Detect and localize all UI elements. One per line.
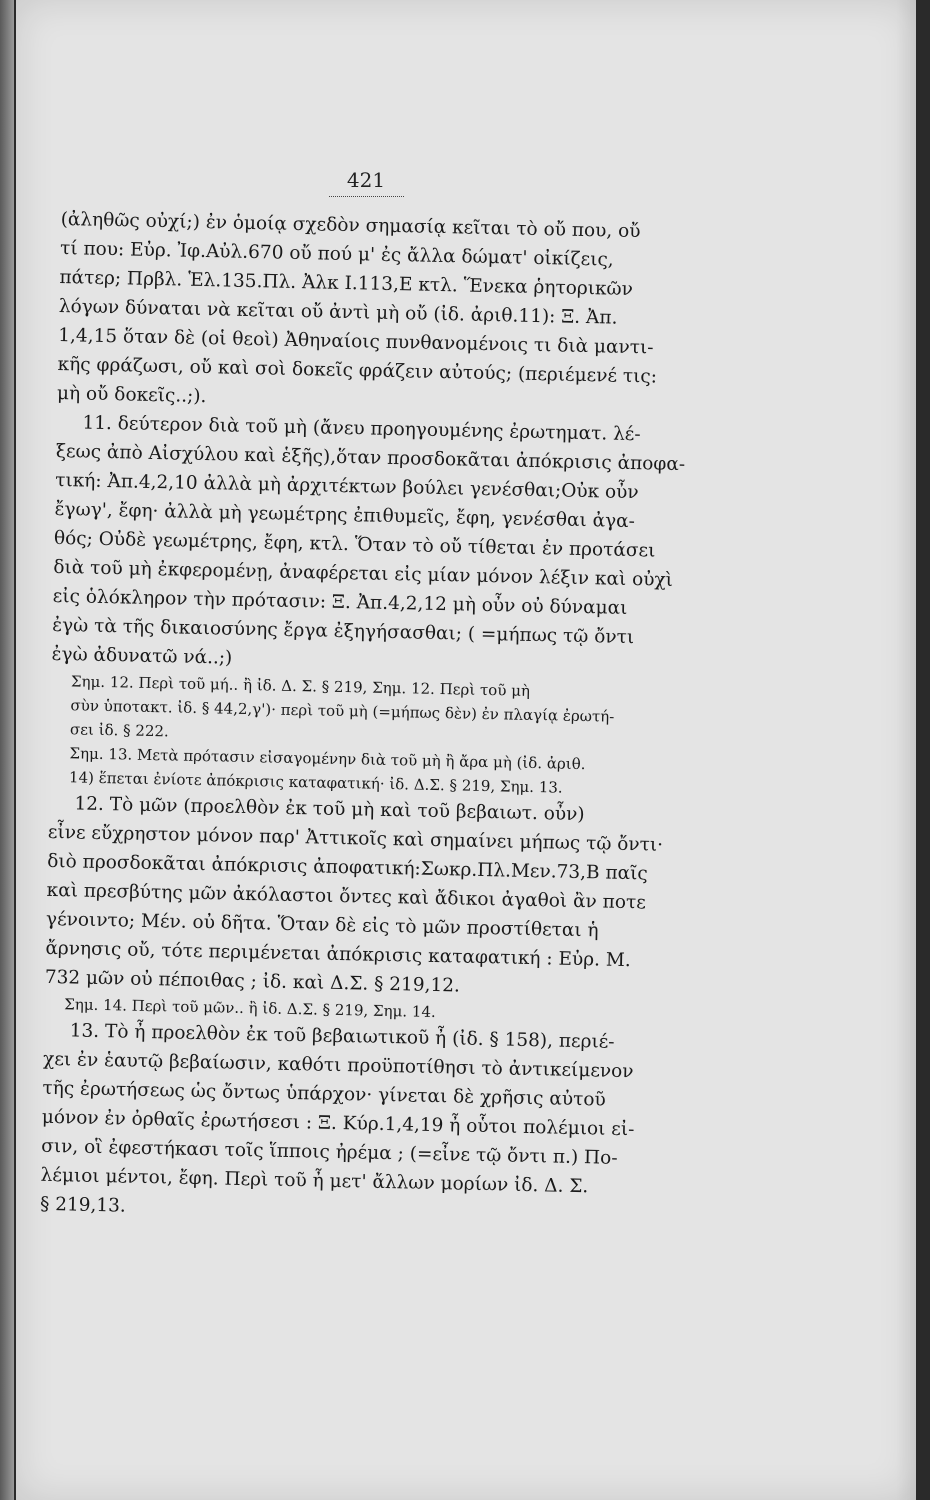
text-line: μὴ οὔ δοκεῖς..;).: [56, 382, 207, 408]
text-line: καὶ πρεσβύτης μῶν ἀκόλαστοι ὄντες καὶ ἄδικοι ἀγαθοὶ ἂν ποτε: [46, 879, 646, 914]
text-line: ἔγωγ', ἔφη· ἀλλὰ μὴ γεωμέτρης ἐπιθυμεῖς, ἔφη, γενέσθαι ἀγα-: [54, 498, 636, 533]
page-number: 421: [346, 168, 386, 192]
text-line: σιν, οἳ ἐφεστήκασι τοῖς ἵπποις ἠρέμα ; (=εἶνε τῷ ὄντι π.) Πο-: [41, 1135, 618, 1169]
text-line: διὰ τοῦ μὴ ἐκφερομένῃ, ἀναφέρεται εἰς μίαν μόνον λέξιν καὶ οὐχὶ: [53, 556, 674, 591]
text-line: ἐγὼ τὰ τῆς δικαιοσύνης ἔργα ἐξηγήσασθαι; ( =μήπως τῷ ὄντι: [51, 614, 635, 649]
text-line: τική: Ἀπ.4,2,10 ἀλλὰ μὴ ἀρχιτέκτων βούλει γενέσθαι;Οὐκ οὖν: [55, 469, 639, 504]
text-line: κῆς φράζωσι, οὔ καὶ σοὶ δοκεῖς φράζειν αὐτούς; (περιέμενέ τις:: [57, 353, 658, 388]
footnote-line: Σημ. 13. Μετὰ πρότασιν εἰσαγομένην διὰ τοῦ μὴ ἢ ἄρα μὴ (ἰδ. ἀριθ.: [69, 744, 586, 774]
footnote-line: Σημ. 12. Περὶ τοῦ μή.. ἢ ἰδ. Δ. Σ. § 219, Σημ. 12. Περὶ τοῦ μὴ: [70, 672, 531, 700]
text-line: λέμιοι μέντοι, ἔφη. Περὶ τοῦ ἦ μετ' ἄλλων μορίων ἰδ. Δ. Σ.: [40, 1164, 589, 1198]
text-line: 1,4,15 ὅταν δὲ (οἱ θεοὶ) Ἀθηναίοις πυνθανομένοις τι διὰ μαντι-: [58, 324, 654, 359]
text-line: πάτερ; Πρβλ. Ἑλ.135.Πλ. Ἀλκ Ι.113,Ε κτλ. Ἕνεκα ῥητορικῶν: [59, 266, 634, 300]
text-line: μόνον ἐν ὀρθαῖς ἐρωτήσεσι : Ξ. Κύρ.1,4,19 ἦ οὗτοι πολέμιοι εἰ-: [41, 1106, 635, 1141]
text-line: ἐγὼ ἀδυνατῶ νά..;): [51, 643, 233, 669]
text-line: τῆς ἐρωτήσεως ὡς ὄντως ὑπάρχον· γίνεται δὲ χρῆσις αὐτοῦ: [42, 1077, 606, 1111]
text-line: λόγων δύναται νὰ κεῖται οὔ ἀντὶ μὴ οὔ (ἰδ. ἀριθ.11): Ξ. Ἀπ.: [58, 295, 618, 329]
text-line: εἰς ὁλόκληρον τὴν πρότασιν: Ξ. Ἀπ.4,2,12 μὴ οὖν οὐ δύναμαι: [52, 585, 628, 619]
text-line: § 219,13.: [39, 1193, 127, 1217]
text-line: 11. δεύτερον διὰ τοῦ μὴ (ἄνευ προηγουμένης ἐρωτηματ. λέ-: [82, 412, 641, 446]
text-line: 12. Τὸ μῶν (προελθὸν ἐκ τοῦ μὴ καὶ τοῦ βεβαιωτ. οὖν): [74, 793, 585, 826]
text-line: ἄρνησις οὔ, τότε περιμένεται ἀπόκρισις καταφατική : Εὐρ. Μ.: [45, 937, 631, 972]
footnote-line: σει ἰδ. § 222.: [69, 720, 169, 741]
text-line: θός; Οὐδὲ γεωμέτρης, ἔφη, κτλ. Ὅταν τὸ οὔ τίθεται ἐν προτάσει: [53, 527, 656, 562]
footnote-line: 14) ἕπεται ἐνίοτε ἀπόκρισις καταφατική· ἰδ. Δ.Σ. § 219, Σημ. 13.: [68, 768, 563, 797]
text-line: εἶνε εὔχρηστον μόνον παρ' Ἀττικοῖς καὶ σημαίνει μήπως τῷ ὄντι·: [47, 821, 664, 856]
book-spine-edge: [0, 0, 14, 1500]
page-number-rule: [329, 196, 404, 197]
text-line: 13. Τὸ ἦ προελθὸν ἐκ τοῦ βεβαιωτικοῦ ἦ (ἰδ. § 158), περιέ-: [69, 1020, 615, 1053]
text-line: 732 μῶν οὐ πέποιθας ; ἰδ. καὶ Δ.Σ. § 219,12.: [44, 966, 461, 997]
text-line: τί που: Εὐρ. Ἰφ.Αὐλ.670 οὔ πού μ' ἐς ἄλλα δώματ' οἰκίζεις,: [59, 237, 614, 271]
book-page: [16, 0, 916, 1500]
text-line: γένοιντο; Μέν. οὐ δῆτα. Ὅταν δὲ εἰς τὸ μῶν προστίθεται ἡ: [45, 908, 599, 942]
footnote-line: Σημ. 14. Περὶ τοῦ μῶν.. ἢ ἰδ. Δ.Σ. § 219, Σημ. 14.: [64, 995, 436, 1022]
page-text: [40, 205, 701, 1232]
text-line: (ἀληθῶς οὐχί;) ἐν ὁμοίᾳ σχεδὸν σημασίᾳ κεῖται τὸ οὔ που, οὔ: [60, 208, 641, 243]
text-line: ξεως ἀπὸ Αἰσχύλου καὶ ἑξῆς),ὅταν προσδοκᾶται ἀπόκρισις ἀποφα-: [55, 440, 686, 476]
text-line: διὸ προσδοκᾶται ἀπόκρισις ἀποφατική:Σωκρ.Πλ.Μεν.73,Β παῖς: [47, 850, 648, 885]
page-shadow: [896, 0, 916, 1500]
text-line: χει ἐν ἑαυτῷ βεβαίωσιν, καθότι προϋποτίθησι τὸ ἀντικείμενον: [42, 1048, 634, 1083]
footnote-line: σὺν ὑποτακτ. ἰδ. § 44,2,γ')· περὶ τοῦ μὴ (=μήπως δὲν) ἐν πλαγίᾳ ἐρωτή-: [70, 696, 615, 726]
